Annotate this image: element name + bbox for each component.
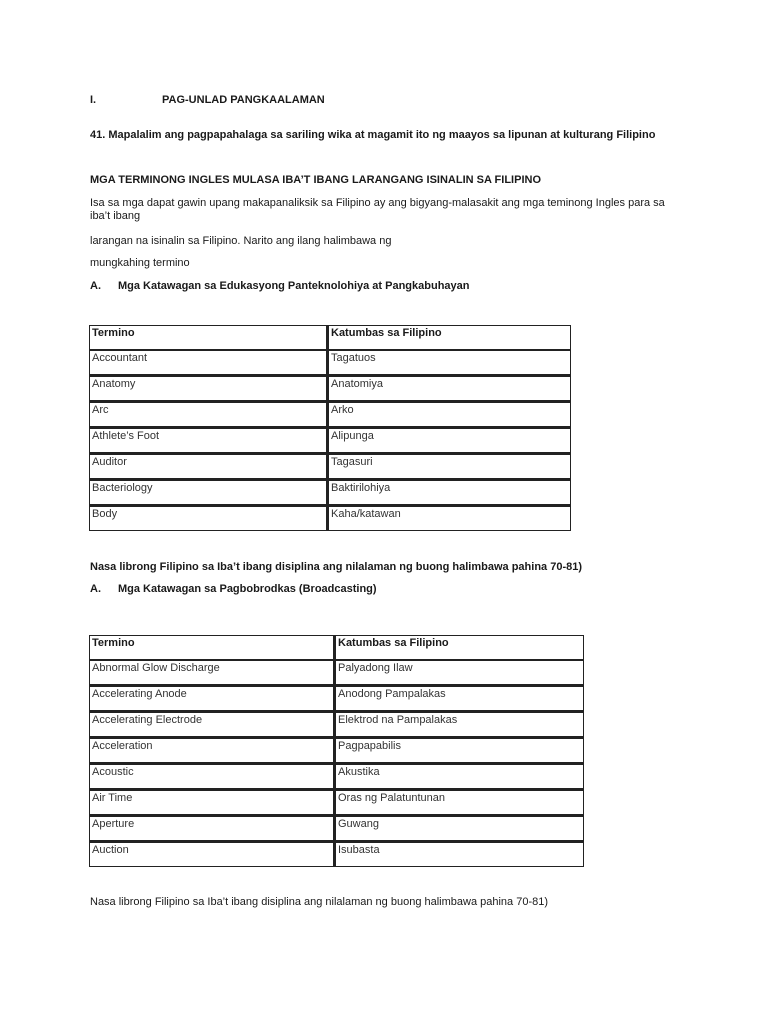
translation-cell: Pagpapabilis (334, 737, 584, 763)
terms-table-broadcasting (89, 635, 584, 867)
term-cell: Aperture (89, 815, 334, 841)
table-row (89, 815, 584, 841)
term-cell: Anatomy (89, 375, 327, 401)
subheading: MGA TERMINONG INGLES MULASA IBA’T IBANG LARANGANG ISINALIN SA FILIPINO (90, 174, 541, 186)
translation-cell: Akustika (334, 763, 584, 789)
term-cell: Accelerating Anode (89, 685, 334, 711)
term-cell: Arc (89, 401, 327, 427)
table-row (89, 685, 584, 711)
section-title: PAG-UNLAD PANGKAALAMAN (162, 94, 325, 106)
table-row (89, 453, 571, 479)
table-row (89, 789, 584, 815)
translation-cell: Baktirilohiya (327, 479, 571, 505)
translation-cell: Arko (327, 401, 571, 427)
translation-cell: Elektrod na Pampalakas (334, 711, 584, 737)
section-a-letter: A. (90, 280, 101, 292)
table-row (89, 841, 584, 867)
paragraph-1: Isa sa mga dapat gawin upang makapanaliksik sa Filipino ay ang bigyang-malasakit ang mga teminong Ingles para sa iba’t ibang (90, 197, 665, 222)
translation-cell: Palyadong Ilaw (334, 660, 584, 685)
section-b-letter: A. (90, 583, 101, 595)
source-note-1: Nasa librong Filipino sa Iba’t ibang disiplina ang nilalaman ng buong halimbawa pahina 70-81) (90, 561, 583, 573)
section-number: I. (90, 94, 97, 106)
term-cell: Acoustic (89, 763, 334, 789)
translation-cell: Oras ng Palatuntunan (334, 789, 584, 815)
term-cell: Body (89, 505, 327, 531)
source-note-2: Nasa librong Filipino sa Iba’t ibang disiplina ang nilalaman ng buong halimbawa pahina 70-81) (90, 896, 549, 908)
translation-cell: Isubasta (334, 841, 584, 867)
table-row (89, 427, 571, 453)
term-cell: Athlete’s Foot (89, 427, 327, 453)
table-row (89, 711, 584, 737)
table-row (89, 401, 571, 427)
column-header-termino: Termino (89, 635, 334, 660)
table-row (89, 375, 571, 401)
translation-cell: Alipunga (327, 427, 571, 453)
term-cell: Auction (89, 841, 334, 867)
term-cell: Accelerating Electrode (89, 711, 334, 737)
table-row (89, 737, 584, 763)
term-cell: Air Time (89, 789, 334, 815)
paragraph-2: larangan na isinalin sa Filipino. Narito ang ilang halimbawa ng (90, 235, 392, 247)
table-header-row (89, 325, 571, 350)
table-row (89, 505, 571, 531)
table-header-row (89, 635, 584, 660)
translation-cell: Tagasuri (327, 453, 571, 479)
table-row (89, 479, 571, 505)
term-cell: Acceleration (89, 737, 334, 763)
objective-41: 41. Mapalalim ang pagpapahalaga sa sariling wika at magamit ito ng maayos sa lipunan at kulturang Filipino (90, 129, 656, 141)
translation-cell: Anodong Pampalakas (334, 685, 584, 711)
table-row (89, 763, 584, 789)
table-row (89, 350, 571, 375)
term-cell: Accountant (89, 350, 327, 375)
translation-cell: Guwang (334, 815, 584, 841)
term-cell: Abnormal Glow Discharge (89, 660, 334, 685)
terms-table-education (89, 325, 571, 531)
column-header-termino: Termino (89, 325, 327, 350)
section-a-title: Mga Katawagan sa Edukasyong Panteknolohiya at Pangkabuhayan (118, 280, 470, 292)
column-header-katumbas: Katumbas sa Filipino (334, 635, 584, 660)
section-b-title: Mga Katawagan sa Pagbobrodkas (Broadcasting) (118, 583, 377, 595)
translation-cell: Anatomiya (327, 375, 571, 401)
translation-cell: Tagatuos (327, 350, 571, 375)
translation-cell: Kaha/katawan (327, 505, 571, 531)
term-cell: Auditor (89, 453, 327, 479)
table-row (89, 660, 584, 685)
paragraph-3: mungkahing termino (90, 257, 190, 269)
column-header-katumbas: Katumbas sa Filipino (327, 325, 571, 350)
term-cell: Bacteriology (89, 479, 327, 505)
